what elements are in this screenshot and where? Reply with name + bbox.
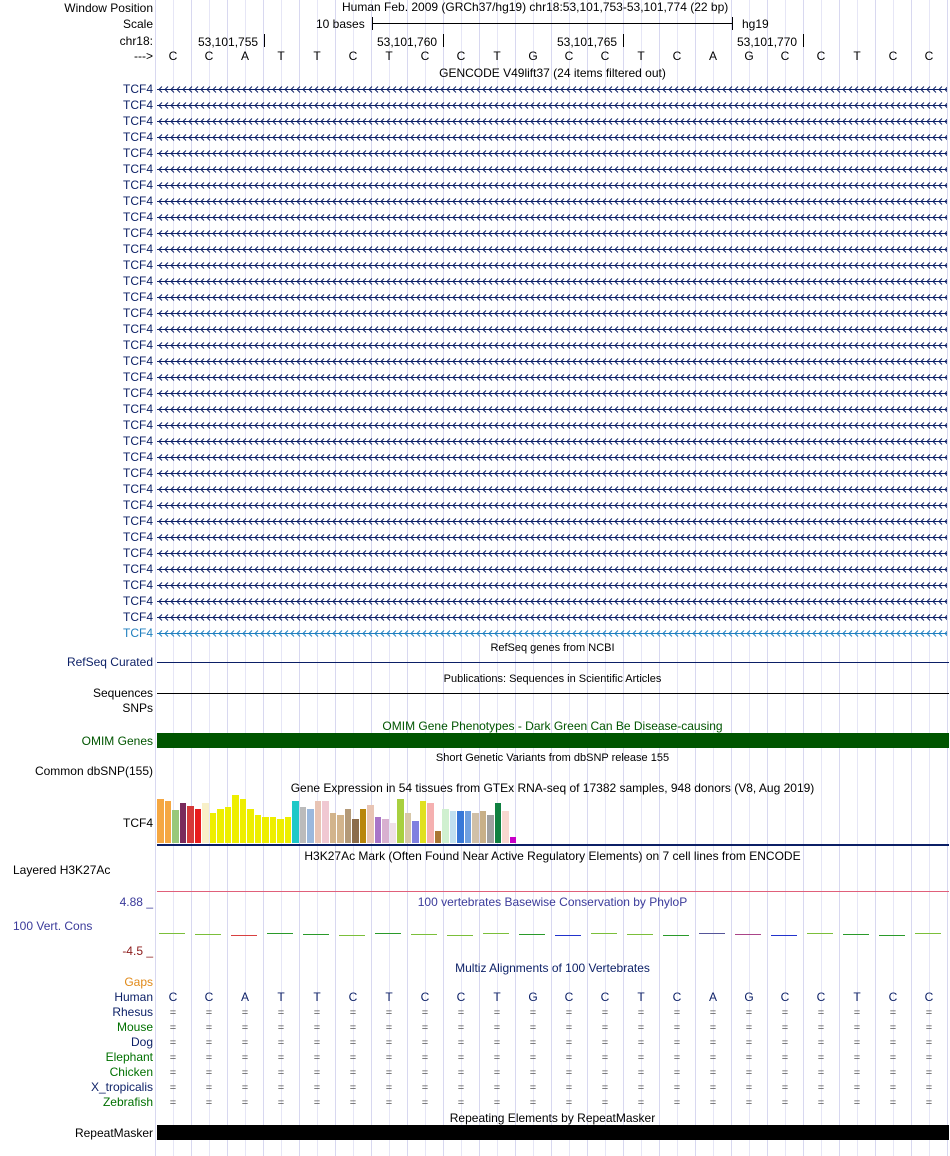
multiz-match-mark: = <box>457 1052 465 1064</box>
gencode-transcript-label[interactable]: TCF4 <box>123 562 153 576</box>
multiz-match-mark: = <box>637 1052 645 1064</box>
gencode-transcript-line[interactable] <box>157 181 947 189</box>
gencode-transcript-label[interactable]: TCF4 <box>123 594 153 608</box>
multiz-match-mark: = <box>709 1037 717 1049</box>
gencode-transcript-line[interactable] <box>157 613 947 621</box>
multiz-match-mark: = <box>241 1022 249 1034</box>
coord-tick <box>623 34 624 47</box>
multiz-match-mark: = <box>673 1007 681 1019</box>
gtex-tissue-bar[interactable] <box>457 811 464 843</box>
multiz-match-mark: = <box>421 1052 429 1064</box>
gtex-tissue-bar[interactable] <box>427 803 434 843</box>
scale-bar-right-tick <box>732 17 733 30</box>
gencode-transcript-label[interactable]: TCF4 <box>123 162 153 176</box>
multiz-match-mark: = <box>925 1052 933 1064</box>
gtex-tissue-bar[interactable] <box>307 809 314 843</box>
gtex-tissue-bar[interactable] <box>292 801 299 843</box>
multiz-match-mark: = <box>745 1022 753 1034</box>
phylop-track-label[interactable]: 100 Vert. Cons <box>13 919 93 933</box>
multiz-match-mark: = <box>421 1022 429 1034</box>
multiz-match-mark: = <box>565 1007 573 1019</box>
phylop-score-mark <box>555 935 581 936</box>
multiz-match-mark: = <box>889 1052 897 1064</box>
gtex-tissue-bar[interactable] <box>180 803 187 843</box>
gtex-tissue-bar[interactable] <box>465 811 472 843</box>
dbsnp-track-title[interactable]: Short Genetic Variants from dbSNP release 155 <box>435 752 670 764</box>
multiz-match-mark: = <box>241 1037 249 1049</box>
multiz-match-mark: = <box>385 1067 393 1079</box>
scale-text: 10 bases <box>316 17 365 31</box>
phylop-score-mark <box>627 934 653 935</box>
gencode-transcript-line[interactable] <box>157 581 947 589</box>
gencode-transcript-label[interactable]: TCF4 <box>123 146 153 160</box>
multiz-species-label[interactable]: Elephant <box>105 1050 153 1064</box>
gtex-tissue-bar[interactable] <box>255 815 262 843</box>
gencode-transcript-label[interactable]: TCF4 <box>123 466 153 480</box>
multiz-match-mark: = <box>457 1007 465 1019</box>
multiz-match-mark: = <box>925 1037 933 1049</box>
multiz-match-mark: = <box>817 1052 825 1064</box>
gtex-tissue-bar[interactable] <box>187 806 194 843</box>
gencode-transcript-line[interactable] <box>157 405 947 413</box>
gtex-tissue-bar[interactable] <box>420 801 427 843</box>
gtex-tissue-bar[interactable] <box>270 817 277 843</box>
multiz-match-mark: = <box>817 1007 825 1019</box>
multiz-species-label[interactable]: Dog <box>130 1035 153 1049</box>
multiz-match-mark: = <box>277 1022 285 1034</box>
multiz-match-mark: = <box>745 1052 753 1064</box>
gtex-tissue-bar[interactable] <box>247 809 254 843</box>
gencode-transcript-label[interactable]: TCF4 <box>123 210 153 224</box>
multiz-match-mark: = <box>853 1037 861 1049</box>
multiz-match-mark: = <box>925 1022 933 1034</box>
gencode-transcript-label[interactable]: TCF4 <box>123 306 153 320</box>
gencode-transcript-line[interactable] <box>157 437 947 445</box>
multiz-match-mark: = <box>709 1067 717 1079</box>
gencode-transcript-label[interactable]: TCF4 <box>123 178 153 192</box>
multiz-match-mark: = <box>709 1022 717 1034</box>
gencode-transcript-line[interactable] <box>157 501 947 509</box>
multiz-match-mark: = <box>601 1052 609 1064</box>
gtex-track-title[interactable]: Gene Expression in 54 tissues from GTEx RNA-seq of 17382 samples, 948 donors (V8, Aug 2019) <box>290 781 815 795</box>
gencode-transcript-label[interactable]: TCF4 <box>123 130 153 144</box>
multiz-match-mark: = <box>781 1052 789 1064</box>
multiz-match-mark: = <box>493 1052 501 1064</box>
gtex-tissue-bar[interactable] <box>442 809 449 843</box>
gtex-tissue-bar[interactable] <box>397 799 404 843</box>
chrom-label: chr18: <box>119 34 153 48</box>
coord-tick <box>443 34 444 47</box>
multiz-match-mark: = <box>745 1007 753 1019</box>
gencode-transcript-line[interactable] <box>157 373 947 381</box>
multiz-match-mark: = <box>709 1052 717 1064</box>
gencode-transcript-label[interactable]: TCF4 <box>123 482 153 496</box>
strand-label[interactable]: ---> <box>134 49 153 63</box>
gencode-transcript-label[interactable]: TCF4 <box>123 434 153 448</box>
gencode-transcript-label[interactable]: TCF4 <box>123 530 153 544</box>
multiz-match-mark: = <box>205 1037 213 1049</box>
gtex-tissue-bar[interactable] <box>472 813 479 843</box>
h3k27ac-baseline[interactable] <box>157 891 949 892</box>
gencode-transcript-line[interactable] <box>157 533 947 541</box>
gencode-transcript-label[interactable]: TCF4 <box>123 226 153 240</box>
phylop-score-mark <box>915 933 941 934</box>
gtex-tissue-bar[interactable] <box>382 819 389 843</box>
gencode-transcript-line[interactable] <box>157 229 947 237</box>
phylop-score-mark <box>879 935 905 936</box>
phylop-score-mark <box>735 934 761 935</box>
multiz-match-mark: = <box>493 1067 501 1079</box>
multiz-match-mark: = <box>205 1022 213 1034</box>
phylop-score-mark <box>159 933 185 934</box>
multiz-match-mark: = <box>169 1007 177 1019</box>
multiz-match-mark: = <box>169 1052 177 1064</box>
gtex-tissue-bar[interactable] <box>225 807 232 843</box>
gtex-tissue-bar[interactable] <box>210 813 217 843</box>
gtex-tissue-bar[interactable] <box>487 815 494 843</box>
gencode-transcript-line[interactable] <box>157 357 947 365</box>
multiz-species-label[interactable]: Mouse <box>116 1020 153 1034</box>
phylop-score-mark <box>699 933 725 934</box>
multiz-match-mark: = <box>421 1067 429 1079</box>
omim-track-label[interactable]: OMIM Genes <box>81 734 153 748</box>
multiz-match-mark: = <box>925 1007 933 1019</box>
phylop-score-mark <box>231 935 257 936</box>
multiz-match-mark: = <box>601 1007 609 1019</box>
phylop-track-title[interactable]: 100 vertebrates Basewise Conservation by PhyloP <box>417 895 688 909</box>
phylop-score-mark <box>195 934 221 935</box>
gencode-transcript-line[interactable] <box>157 309 947 317</box>
gtex-tissue-bar[interactable] <box>367 805 374 843</box>
gtex-tissue-bar[interactable] <box>405 813 412 843</box>
multiz-match-mark: = <box>493 1037 501 1049</box>
multiz-match-mark: = <box>493 1007 501 1019</box>
gencode-transcript-line[interactable] <box>157 629 947 637</box>
multiz-match-mark: = <box>313 1052 321 1064</box>
phylop-score-mark <box>375 933 401 934</box>
multiz-match-mark: = <box>673 1067 681 1079</box>
publications-line[interactable] <box>157 693 949 694</box>
multiz-match-mark: = <box>601 1067 609 1079</box>
multiz-match-mark: = <box>349 1037 357 1049</box>
gencode-transcript-label[interactable]: TCF4 <box>123 274 153 288</box>
gencode-transcript-label[interactable]: TCF4 <box>123 546 153 560</box>
phylop-score-mark <box>519 934 545 935</box>
coord-tick <box>803 34 804 47</box>
gencode-transcript-line[interactable] <box>157 485 947 493</box>
multiz-match-mark: = <box>241 1052 249 1064</box>
multiz-match-mark: = <box>781 1007 789 1019</box>
coord-label: 53,101,755 <box>198 35 259 49</box>
gtex-tissue-bar[interactable] <box>157 799 164 843</box>
gencode-transcript-line[interactable] <box>157 149 947 157</box>
multiz-gaps-label[interactable]: Gaps <box>124 975 153 989</box>
gencode-transcript-line[interactable] <box>157 421 947 429</box>
gencode-transcript-line[interactable] <box>157 245 947 253</box>
multiz-match-mark: = <box>889 1022 897 1034</box>
scale-bar-left-tick <box>372 17 373 30</box>
phylop-min-label: -4.5 _ <box>122 944 153 958</box>
gencode-transcript-line[interactable] <box>157 517 947 525</box>
gencode-transcript-line[interactable] <box>157 469 947 477</box>
gencode-transcript-line[interactable] <box>157 133 947 141</box>
gencode-transcript-label[interactable]: TCF4 <box>123 354 153 368</box>
multiz-match-mark: = <box>637 1022 645 1034</box>
multiz-match-mark: = <box>745 1037 753 1049</box>
multiz-match-mark: = <box>673 1022 681 1034</box>
multiz-match-mark: = <box>421 1037 429 1049</box>
gtex-tissue-bar[interactable] <box>495 803 502 843</box>
multiz-match-mark: = <box>277 1007 285 1019</box>
phylop-score-mark <box>339 935 365 936</box>
scale-bar <box>372 23 733 24</box>
gtex-tissue-bar[interactable] <box>285 817 292 843</box>
gencode-transcript-line[interactable] <box>157 565 947 573</box>
gtex-tissue-bar[interactable] <box>232 795 239 843</box>
multiz-match-mark: = <box>601 1037 609 1049</box>
multiz-match-mark: = <box>169 1037 177 1049</box>
phylop-score-mark <box>483 933 509 934</box>
phylop-score-mark <box>411 934 437 935</box>
multiz-match-mark: = <box>709 1007 717 1019</box>
gencode-transcript-line[interactable] <box>157 117 947 125</box>
multiz-match-mark: = <box>205 1052 213 1064</box>
gtex-tissue-bar[interactable] <box>262 817 269 843</box>
gencode-transcript-label[interactable]: TCF4 <box>123 98 153 112</box>
gtex-tissue-bar[interactable] <box>450 811 457 843</box>
scale-label: Scale <box>122 17 153 31</box>
gtex-tissue-bar[interactable] <box>315 801 322 843</box>
h3k27ac-track-title[interactable]: H3K27Ac Mark (Often Found Near Active Regulatory Elements) on 7 cell lines from ENCODE <box>304 849 801 863</box>
multiz-match-mark: = <box>277 1052 285 1064</box>
multiz-match-mark: = <box>241 1007 249 1019</box>
coord-label: 53,101,765 <box>557 35 618 49</box>
multiz-match-mark: = <box>817 1022 825 1034</box>
gtex-tissue-bar[interactable] <box>510 837 517 843</box>
gencode-transcript-label[interactable]: TCF4 <box>123 626 153 640</box>
gtex-tissue-bar[interactable] <box>202 803 209 843</box>
gtex-tissue-bar[interactable] <box>435 831 442 843</box>
gencode-transcript-label[interactable]: TCF4 <box>123 514 153 528</box>
publications-label-sequences[interactable]: Sequences <box>92 686 153 700</box>
gencode-transcript-label[interactable]: TCF4 <box>123 242 153 256</box>
multiz-match-mark: = <box>565 1067 573 1079</box>
gtex-tissue-bar[interactable] <box>352 819 359 843</box>
multiz-match-mark: = <box>385 1052 393 1064</box>
gencode-transcript-label[interactable]: TCF4 <box>123 114 153 128</box>
multiz-species-label[interactable]: Chicken <box>109 1065 153 1079</box>
gencode-transcript-label[interactable]: TCF4 <box>123 290 153 304</box>
gencode-transcript-label[interactable]: TCF4 <box>123 322 153 336</box>
gtex-tissue-bar[interactable] <box>412 821 419 843</box>
assembly-title: Human Feb. 2009 (GRCh37/hg19) chr18:53,101,753-53,101,774 (22 bp) <box>342 0 729 14</box>
gencode-transcript-line[interactable] <box>157 597 947 605</box>
phylop-max-label: 4.88 _ <box>119 895 153 909</box>
gencode-transcript-line[interactable] <box>157 453 947 461</box>
multiz-match-mark: = <box>565 1022 573 1034</box>
multiz-match-mark: = <box>637 1037 645 1049</box>
gencode-transcript-label[interactable]: TCF4 <box>123 610 153 624</box>
gencode-transcript-line[interactable] <box>157 277 947 285</box>
phylop-score-mark <box>843 934 869 935</box>
omim-bar[interactable] <box>157 733 949 748</box>
multiz-track-title[interactable]: Multiz Alignments of 100 Vertebrates <box>455 961 650 975</box>
multiz-match-mark: = <box>313 1037 321 1049</box>
window-position-label: Window Position <box>64 1 153 15</box>
multiz-match-mark: = <box>241 1067 249 1079</box>
multiz-match-mark: = <box>421 1007 429 1019</box>
multiz-match-mark: = <box>457 1022 465 1034</box>
multiz-match-mark: = <box>565 1037 573 1049</box>
gencode-transcript-line[interactable] <box>157 197 947 205</box>
gencode-transcript-line[interactable] <box>157 213 947 221</box>
gtex-tissue-bar[interactable] <box>337 815 344 843</box>
gtex-tissue-bar[interactable] <box>345 809 352 843</box>
h3k27ac-track-label[interactable]: Layered H3K27Ac <box>13 863 111 877</box>
gtex-tissue-bar[interactable] <box>330 813 337 843</box>
phylop-score-mark <box>771 935 797 936</box>
multiz-match-mark: = <box>169 1022 177 1034</box>
multiz-match-mark: = <box>853 1022 861 1034</box>
publications-label-snps[interactable]: SNPs <box>122 701 153 715</box>
gtex-tissue-bar[interactable] <box>277 819 284 843</box>
multiz-match-mark: = <box>457 1067 465 1079</box>
refseq-track-label[interactable]: RefSeq Curated <box>66 655 153 669</box>
gencode-transcript-label[interactable]: TCF4 <box>123 498 153 512</box>
multiz-species-label[interactable]: Rhesus <box>112 1005 153 1019</box>
gtex-tissue-bar[interactable] <box>300 807 307 843</box>
multiz-match-mark: = <box>853 1007 861 1019</box>
multiz-match-mark: = <box>529 1037 537 1049</box>
gtex-tissue-bar[interactable] <box>172 810 179 843</box>
multiz-match-mark: = <box>277 1067 285 1079</box>
phylop-score-mark <box>663 935 689 936</box>
multiz-match-mark: = <box>385 1007 393 1019</box>
multiz-match-mark: = <box>853 1052 861 1064</box>
gencode-transcript-label[interactable]: TCF4 <box>123 450 153 464</box>
multiz-match-mark: = <box>349 1067 357 1079</box>
multiz-match-mark: = <box>205 1067 213 1079</box>
multiz-match-mark: = <box>637 1067 645 1079</box>
gencode-transcript-label[interactable]: TCF4 <box>123 386 153 400</box>
multiz-match-mark: = <box>313 1007 321 1019</box>
multiz-match-mark: = <box>313 1067 321 1079</box>
multiz-match-mark: = <box>529 1007 537 1019</box>
refseq-line[interactable] <box>157 662 949 663</box>
gtex-tissue-bar[interactable] <box>240 799 247 843</box>
multiz-match-mark: = <box>601 1022 609 1034</box>
gtex-tissue-bar[interactable] <box>390 823 397 843</box>
multiz-match-mark: = <box>277 1037 285 1049</box>
phylop-score-mark <box>807 933 833 934</box>
gencode-transcript-label[interactable]: TCF4 <box>123 258 153 272</box>
base-gridlines <box>155 0 950 1156</box>
multiz-match-mark: = <box>349 1022 357 1034</box>
phylop-score-mark <box>447 935 473 936</box>
gencode-transcript-line[interactable] <box>157 341 947 349</box>
multiz-match-mark: = <box>385 1037 393 1049</box>
coord-tick <box>264 34 265 47</box>
multiz-match-mark: = <box>493 1022 501 1034</box>
gencode-transcript-line[interactable] <box>157 293 947 301</box>
gtex-track-label[interactable]: TCF4 <box>123 816 153 830</box>
gencode-transcript-label[interactable]: TCF4 <box>123 194 153 208</box>
multiz-match-mark: = <box>889 1007 897 1019</box>
gencode-transcript-label[interactable]: TCF4 <box>123 418 153 432</box>
multiz-match-mark: = <box>349 1052 357 1064</box>
gencode-transcript-label[interactable]: TCF4 <box>123 370 153 384</box>
multiz-match-mark: = <box>349 1007 357 1019</box>
publications-track-title[interactable]: Publications: Sequences in Scientific Articles <box>443 673 662 685</box>
gencode-transcript-line[interactable] <box>157 85 947 93</box>
gencode-transcript-label[interactable]: TCF4 <box>123 338 153 352</box>
multiz-match-mark: = <box>565 1052 573 1064</box>
multiz-match-mark: = <box>781 1022 789 1034</box>
phylop-score-mark <box>303 934 329 935</box>
gencode-transcript-line[interactable] <box>157 325 947 333</box>
gtex-tissue-bar[interactable] <box>360 809 367 843</box>
gencode-transcript-label[interactable]: TCF4 <box>123 578 153 592</box>
coord-label: 53,101,760 <box>377 35 438 49</box>
multiz-match-mark: = <box>529 1052 537 1064</box>
gtex-tissue-bar[interactable] <box>502 811 509 843</box>
phylop-score-mark <box>267 933 293 934</box>
coord-label: 53,101,770 <box>737 35 798 49</box>
gtex-tissue-bar[interactable] <box>217 809 224 843</box>
multiz-match-mark: = <box>673 1037 681 1049</box>
gtex-tissue-bar[interactable] <box>195 809 202 843</box>
multiz-match-mark: = <box>169 1067 177 1079</box>
omim-track-title[interactable]: OMIM Gene Phenotypes - Dark Green Can Be Disease-causing <box>382 719 723 733</box>
multiz-match-mark: = <box>889 1037 897 1049</box>
refseq-track-title[interactable]: RefSeq genes from NCBI <box>490 642 615 654</box>
multiz-human-label[interactable]: Human <box>114 990 153 1004</box>
gencode-transcript-line[interactable] <box>157 549 947 557</box>
db-label: hg19 <box>742 17 769 31</box>
gencode-track-title[interactable]: GENCODE V49lift37 (24 items filtered out) <box>439 66 666 80</box>
gtex-tissue-bar[interactable] <box>165 801 172 843</box>
multiz-match-mark: = <box>205 1007 213 1019</box>
multiz-match-mark: = <box>637 1007 645 1019</box>
multiz-match-mark: = <box>529 1067 537 1079</box>
gtex-tissue-bar[interactable] <box>375 817 382 843</box>
gtex-gene-line <box>157 844 949 846</box>
gencode-transcript-line[interactable] <box>157 165 947 173</box>
multiz-match-mark: = <box>313 1022 321 1034</box>
dbsnp-track-label[interactable]: Common dbSNP(155) <box>34 764 153 778</box>
multiz-match-mark: = <box>673 1052 681 1064</box>
multiz-match-mark: = <box>457 1037 465 1049</box>
gencode-transcript-line[interactable] <box>157 261 947 269</box>
phylop-score-mark <box>591 933 617 934</box>
gencode-transcript-line[interactable] <box>157 389 947 397</box>
gtex-tissue-bar[interactable] <box>480 811 487 843</box>
gtex-tissue-bar[interactable] <box>322 801 329 843</box>
multiz-match-mark: = <box>529 1022 537 1034</box>
multiz-match-mark: = <box>385 1022 393 1034</box>
gencode-transcript-label[interactable]: TCF4 <box>123 82 153 96</box>
gencode-transcript-label[interactable]: TCF4 <box>123 402 153 416</box>
multiz-match-mark: = <box>817 1037 825 1049</box>
gencode-transcript-line[interactable] <box>157 101 947 109</box>
multiz-match-mark: = <box>781 1037 789 1049</box>
